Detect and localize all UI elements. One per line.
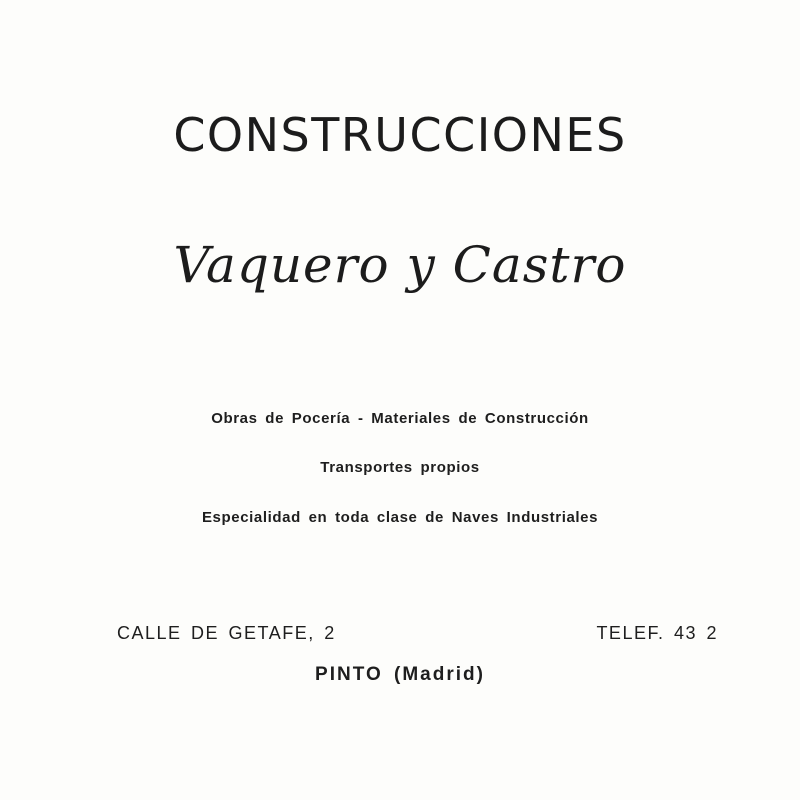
city-name: PINTO (Madrid) — [315, 664, 485, 685]
firm-name: Vaquero y Castro — [173, 236, 627, 294]
page-title: CONSTRUCCIONES — [173, 108, 627, 162]
street-address: CALLE DE GETAFE, 2 — [117, 623, 336, 643]
services-line-3: Especialidad en toda clase de Naves Industriales — [201, 509, 599, 526]
phone-number: TELEF. 43 2 — [596, 623, 718, 643]
services-line-2: Transportes propios — [320, 459, 480, 476]
services-line-1: Obras de Pocería - Materiales de Construcción — [211, 410, 589, 427]
